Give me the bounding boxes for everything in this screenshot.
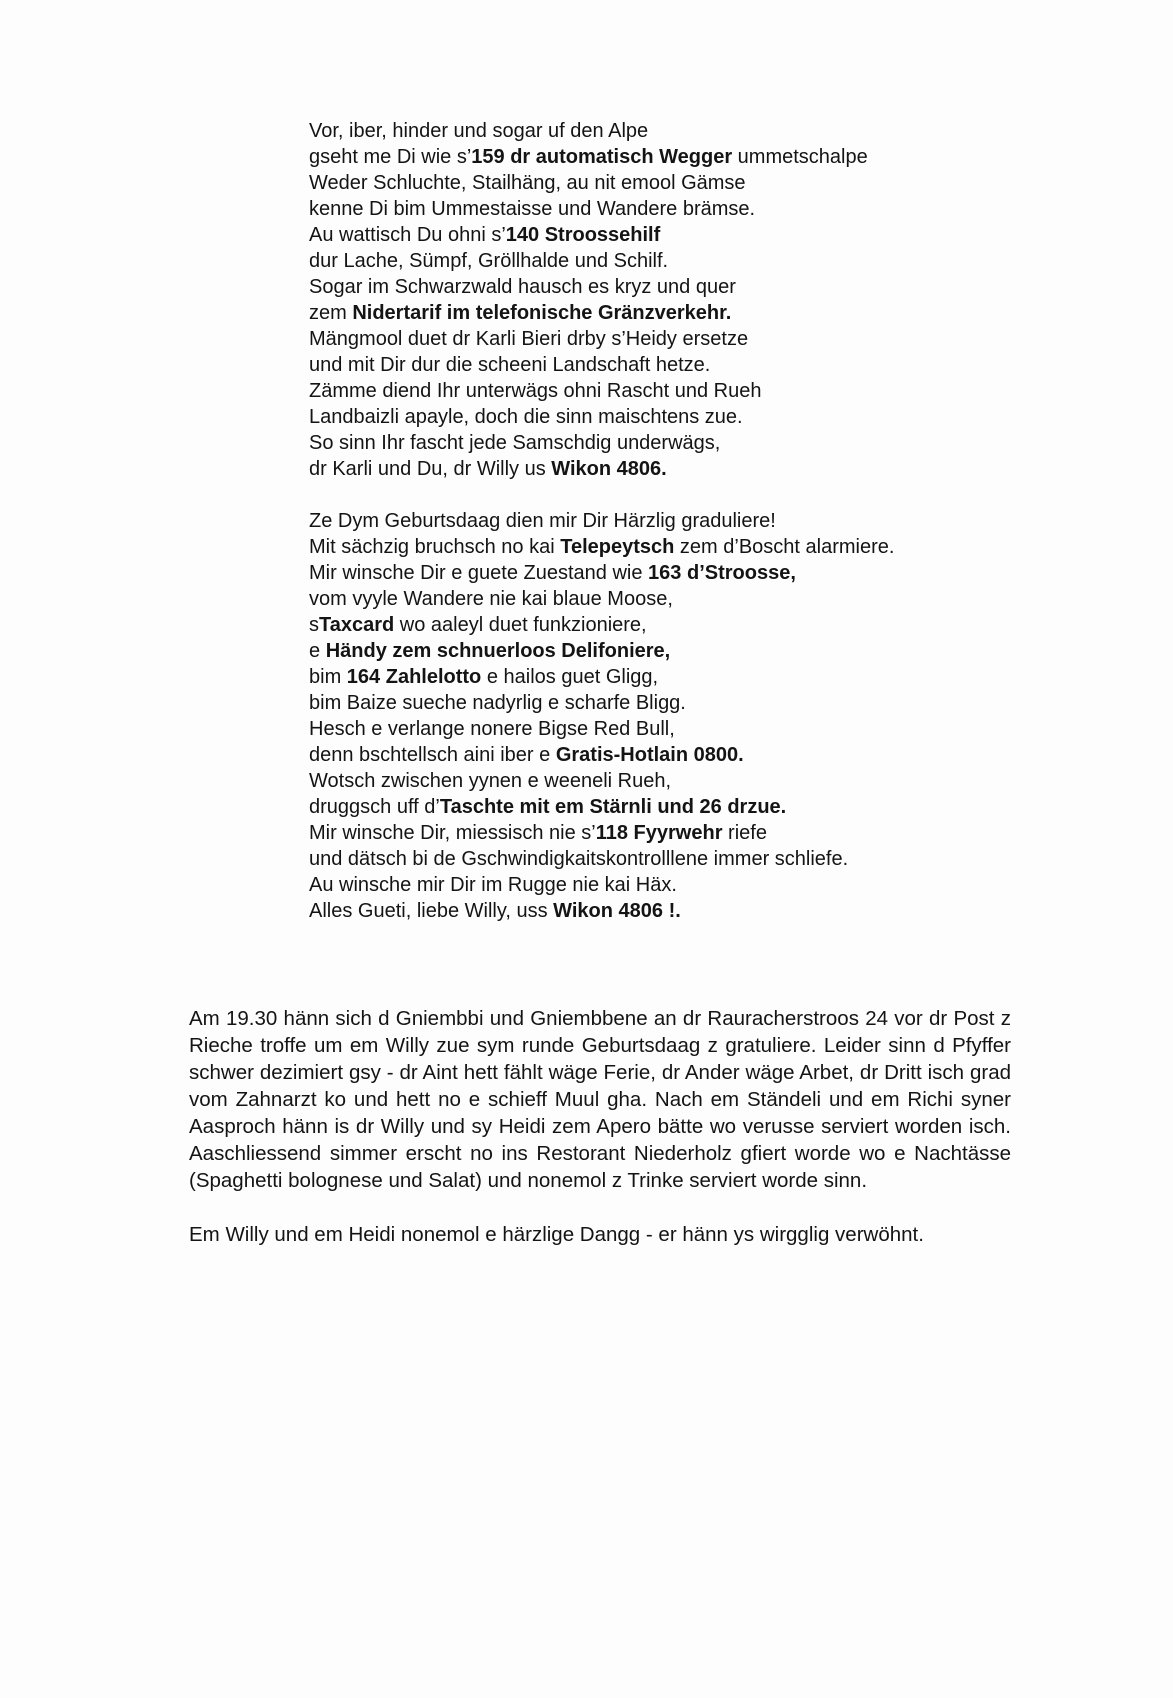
poem-line bbox=[309, 456, 1029, 482]
poem-highlight: Telepeytsch bbox=[560, 536, 675, 558]
poem-text: wo aaleyl duet funkzioniere, bbox=[394, 614, 647, 636]
poem-line bbox=[309, 144, 1029, 170]
poem-highlight: Wikon 4806 !. bbox=[553, 900, 681, 922]
poem-line bbox=[309, 612, 1029, 638]
poem-line bbox=[309, 196, 1029, 222]
poem-text: e bbox=[309, 640, 326, 662]
poem-text: Mir winsche Dir e guete Zuestand wie bbox=[309, 562, 649, 584]
poem-line bbox=[309, 430, 1029, 456]
poem-text: riefe bbox=[722, 822, 767, 844]
poem-text: denn bschtellsch aini iber e bbox=[309, 744, 556, 766]
poem-text: e hailos guet Gligg, bbox=[481, 666, 659, 688]
poem-highlight: Händy zem schnuerloos Delifoniere, bbox=[325, 640, 671, 662]
poem-line bbox=[309, 872, 1029, 898]
poem-stanza-1 bbox=[309, 118, 1029, 482]
poem-line bbox=[309, 222, 1029, 248]
thanks-paragraph: Em Willy und em Heidi nonemol e härzlige Dangg - er hänn ys wirgglig verwöhnt. bbox=[189, 1223, 924, 1246]
poem-text: Sogar im Schwarzwald hausch es kryz und quer bbox=[309, 276, 736, 298]
poem-line bbox=[309, 846, 1029, 872]
poem-text: Zämme diend Ihr unterwägs ohni Rascht und Rueh bbox=[309, 380, 762, 402]
poem-line bbox=[309, 352, 1029, 378]
poem-text: bim Baize sueche nadyrlig e scharfe Bligg. bbox=[309, 692, 686, 714]
poem-line bbox=[309, 898, 1029, 924]
poem-text: Ze Dym Geburtsdaag dien mir Dir Härzlig graduliere! bbox=[309, 510, 776, 532]
poem-text: druggsch uff d’ bbox=[309, 796, 440, 818]
poem-highlight: 118 Fyyrwehr bbox=[595, 822, 723, 844]
poem-line bbox=[309, 170, 1029, 196]
poem-line bbox=[309, 742, 1029, 768]
poem-text: Alles Gueti, liebe Willy, uss bbox=[309, 900, 554, 922]
poem-text: Mit sächzig bruchsch no kai bbox=[309, 536, 561, 558]
poem-text: Au wattisch Du ohni s’ bbox=[309, 224, 506, 246]
poem-line bbox=[309, 534, 1029, 560]
poem-text: und dätsch bi de Gschwindigkaitskontrolllene immer schliefe. bbox=[309, 848, 849, 870]
poem-text: Au winsche mir Dir im Rugge nie kai Häx. bbox=[309, 874, 677, 896]
poem-highlight: Gratis-Hotlain 0800. bbox=[555, 744, 744, 766]
poem-line bbox=[309, 300, 1029, 326]
poem-text: s bbox=[309, 614, 319, 636]
poem-stanza-2 bbox=[309, 508, 1029, 924]
poem-text: ummetschalpe bbox=[732, 146, 868, 168]
poem-line bbox=[309, 248, 1029, 274]
poem-text: dur Lache, Sümpf, Gröllhalde und Schilf. bbox=[309, 250, 669, 272]
poem-line bbox=[309, 326, 1029, 352]
poem-line bbox=[309, 820, 1029, 846]
poem-highlight: 164 Zahlelotto bbox=[346, 666, 482, 688]
poem-highlight: Taxcard bbox=[319, 614, 395, 636]
poem-text: bim bbox=[309, 666, 347, 688]
poem-highlight: Nidertarif im telefonische Gränzverkehr. bbox=[352, 302, 732, 324]
poem-line bbox=[309, 664, 1029, 690]
report-paragraph: Am 19.30 hänn sich d Gniembbi und Gniembbene an dr Rauracherstroos 24 vor dr Post z Rieche troffe um em Willy zue sym runde Geburtsdaag z gratuliere. Leider sinn d Pfyffer schwer dezimiert gsy - dr Aint hett fählt wäge Ferie, dr Ander wäge Arbet, dr Dritt isch grad vom Zahnarzt ko und hett no e schieff Muul gha. Nach em Ständeli und em Richi syner Aasproch hänn is dr Willy und sy Heidi zem Apero bätte wo verusse serviert worden isch. Aaschliessend simmer erscht no ins Restorant Niederholz gfiert worde wo e Nachtässe (Spaghetti bolognese und Salat) und nonemol z Trinke serviert worde sinn. bbox=[189, 1007, 1011, 1192]
poem-text: vom vyyle Wandere nie kai blaue Moose, bbox=[309, 588, 673, 610]
poem-text: Vor, iber, hinder und sogar uf den Alpe bbox=[309, 120, 649, 142]
poem-line bbox=[309, 794, 1029, 820]
poem-line bbox=[309, 690, 1029, 716]
poem-line bbox=[309, 274, 1029, 300]
poem-highlight: 140 Stroossehilf bbox=[505, 224, 661, 246]
poem-text: Mängmool duet dr Karli Bieri drby s’Heidy ersetze bbox=[309, 328, 749, 350]
poem-highlight: 159 dr automatisch Wegger bbox=[471, 146, 733, 168]
poem-text: zem d’Boscht alarmiere. bbox=[674, 536, 895, 558]
poem-text: Wotsch zwischen yynen e weeneli Rueh, bbox=[309, 770, 672, 792]
poem-line bbox=[309, 716, 1029, 742]
poem-text: Hesch e verlange nonere Bigse Red Bull, bbox=[309, 718, 675, 740]
poem-text: Landbaizli apayle, doch die sinn maischtens zue. bbox=[309, 406, 743, 428]
poem-text: zem bbox=[309, 302, 353, 324]
poem-line bbox=[309, 586, 1029, 612]
poem-line bbox=[309, 118, 1029, 144]
poem-highlight: 163 d’Stroosse, bbox=[648, 562, 796, 584]
poem-highlight: Taschte mit em Stärnli und 26 drzue. bbox=[439, 796, 787, 818]
poem-highlight: Wikon 4806. bbox=[551, 458, 667, 480]
poem-line bbox=[309, 508, 1029, 534]
poem-line bbox=[309, 560, 1029, 586]
poem-text: dr Karli und Du, dr Willy us bbox=[309, 458, 552, 480]
poem-text: gseht me Di wie s’ bbox=[309, 146, 472, 168]
poem-line bbox=[309, 404, 1029, 430]
poem-text: So sinn Ihr fascht jede Samschdig underwägs, bbox=[309, 432, 721, 454]
poem-text: kenne Di bim Ummestaisse und Wandere brämse. bbox=[309, 198, 756, 220]
poem-text: Mir winsche Dir, miessisch nie s’ bbox=[309, 822, 596, 844]
poem-line bbox=[309, 638, 1029, 664]
poem-text: und mit Dir dur die scheeni Landschaft hetze. bbox=[309, 354, 711, 376]
birthday-poem bbox=[309, 118, 1029, 924]
poem-line bbox=[309, 768, 1029, 794]
poem-text: Weder Schluchte, Stailhäng, au nit emool Gämse bbox=[309, 172, 746, 194]
event-report bbox=[189, 1005, 1011, 1248]
poem-line bbox=[309, 378, 1029, 404]
